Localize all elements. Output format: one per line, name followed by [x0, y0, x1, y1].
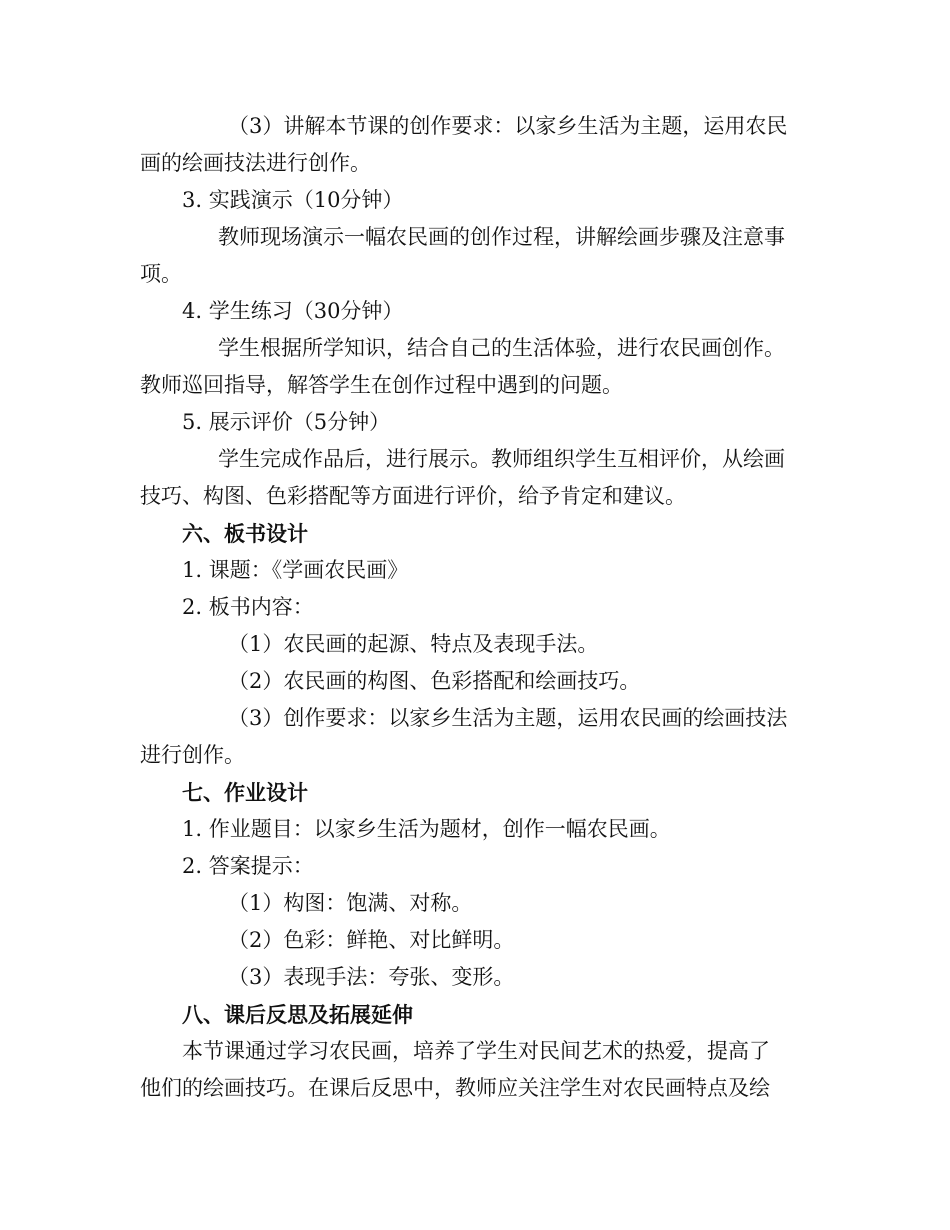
paragraph-line: 本节课通过学习农民画，培养了学生对民间艺术的热爱，提高了: [182, 1039, 770, 1063]
paragraph-line: 教师巡回指导，解答学生在创作过程中遇到的问题。: [140, 373, 623, 397]
list-item: 1. 作业题目：以家乡生活为题材，创作一幅农民画。: [182, 817, 671, 841]
document-body: [140, 108, 804, 1107]
section-heading: 七、作业设计: [182, 780, 308, 805]
sub-list-item: （1）农民画的起源、特点及表现手法。: [228, 632, 599, 656]
paragraph-line: 技巧、构图、色彩搭配等方面进行评价，给予肯定和建议。: [140, 484, 686, 508]
sub-list-item: （3）表现手法：夸张、变形。: [228, 965, 515, 989]
paragraph-line: 学生完成作品后，进行展示。教师组织学生互相评价，从绘画: [218, 447, 785, 471]
paragraph-line: 项。: [140, 262, 182, 286]
list-item: 2. 板书内容：: [182, 595, 314, 619]
paragraph-line: 教师现场演示一幅农民画的创作过程，讲解绘画步骤及注意事: [218, 225, 785, 249]
section-heading: 六、板书设计: [182, 521, 308, 546]
sub-list-item: （2）色彩：鲜艳、对比鲜明。: [228, 928, 515, 952]
sub-list-item: （3）创作要求：以家乡生活为主题，运用农民画的绘画技法: [228, 706, 788, 730]
list-item: 4. 学生练习（30分钟）: [182, 299, 404, 323]
list-item: 5. 展示评价（5分钟）: [182, 410, 391, 434]
paragraph-line: 学生根据所学知识，结合自己的生活体验，进行农民画创作。: [218, 336, 785, 360]
list-item: 2. 答案提示：: [182, 854, 314, 878]
list-item: 3. 实践演示（10分钟）: [182, 188, 404, 212]
paragraph-line: 他们的绘画技巧。在课后反思中，教师应关注学生对农民画特点及绘: [140, 1076, 770, 1100]
paragraph-line: 画的绘画技法进行创作。: [140, 151, 371, 175]
sub-list-item: （2）农民画的构图、色彩搭配和绘画技巧。: [228, 669, 641, 693]
section-heading: 八、课后反思及拓展延伸: [182, 1002, 413, 1027]
sub-list-item: （1）构图：饱满、对称。: [228, 891, 473, 915]
paragraph-line: 进行创作。: [140, 743, 245, 767]
list-item: 1. 课题：《学画农民画》: [182, 558, 409, 582]
paragraph-line: （3）讲解本节课的创作要求：以家乡生活为主题，运用农民: [228, 114, 788, 138]
